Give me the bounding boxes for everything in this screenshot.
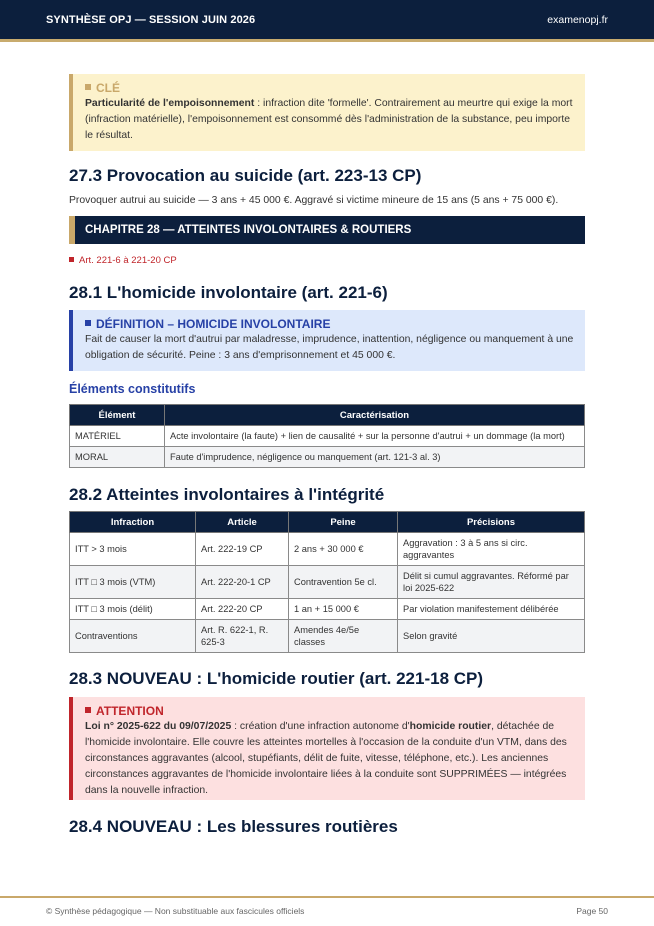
- callout-label-text: CLÉ: [96, 81, 120, 95]
- table-cell: Contraventions: [70, 620, 196, 653]
- table-cell: Art. 222-20 CP: [196, 599, 289, 620]
- table-cell: Contravention 5e cl.: [289, 566, 398, 599]
- atteintes-table: [69, 511, 585, 653]
- table-header-cell: Caractérisation: [165, 405, 585, 426]
- header-site: examenopj.fr: [547, 13, 608, 26]
- definition-label-text: DÉFINITION – HOMICIDE INVOLONTAIRE: [96, 317, 331, 331]
- attention-text-a: : création d'une infraction autonome d': [231, 721, 410, 732]
- definition-label: [85, 317, 575, 332]
- callout-label: [85, 81, 575, 96]
- section-heading-28-4: 28.4 NOUVEAU : Les blessures routières: [69, 817, 398, 836]
- table-row: [70, 566, 585, 599]
- attention-bold-mid: homicide routier: [409, 721, 492, 732]
- attention-text-b: , détachée de l'homicide involontaire. Elle couvre les atteintes mortelles à l'occasion de la conduite d'un VTM, dans des circonstances aggravantes (alcool, stupéfiants, délit de fuite, vitesse, téléphone, etc.). Les anciennes circonstances aggravantes de l'homicide involontaire liées à la conduite sont SUPPRIMÉES — intégrées dans la nouvelle infraction.: [85, 721, 567, 796]
- callout-bold-lead: Particularité de l'empoisonnement: [85, 98, 255, 109]
- table-cell: Faute d'imprudence, négligence ou manquement (art. 121-3 al. 3): [165, 447, 585, 468]
- chapter-banner: CHAPITRE 28 — ATTEINTES INVOLONTAIRES & ROUTIERS: [69, 216, 585, 244]
- page-number: Page 50: [576, 906, 608, 916]
- table-cell: Délit si cumul aggravantes. Réformé par loi 2025-622: [398, 566, 585, 599]
- header-title: SYNTHÈSE OPJ — SESSION JUIN 2026: [46, 13, 256, 26]
- table-cell: 1 an + 15 000 €: [289, 599, 398, 620]
- section-heading-28-3: 28.3 NOUVEAU : L'homicide routier (art. 221-18 CP): [69, 669, 484, 688]
- table-cell: Aggravation : 3 à 5 ans si circ. aggravantes: [398, 533, 585, 566]
- footer-disclaimer: © Synthèse pédagogique — Non substituable aux fascicules officiels: [46, 906, 305, 916]
- definition-callout: [69, 310, 585, 371]
- table-row: [70, 426, 585, 447]
- table-cell: ITT □ 3 mois (VTM): [70, 566, 196, 599]
- chapter-article-ref-text: Art. 221-6 à 221-20 CP: [79, 255, 177, 266]
- table-header-cell: Élément: [70, 405, 165, 426]
- section-heading-28-2: 28.2 Atteintes involontaires à l'intégrité: [69, 485, 385, 504]
- page-header: [0, 0, 654, 42]
- callout-text: : infraction dite 'formelle'. Contrairement au meurtre qui exige la mort (infraction matérielle), l'empoisonnement est consommé dès l'administration de la substance, peu importe le résultat.: [85, 98, 573, 141]
- table-cell: MATÉRIEL: [70, 426, 165, 447]
- table-cell: Art. R. 622-1, R. 625-3: [196, 620, 289, 653]
- table-row: [70, 447, 585, 468]
- table-cell: Amendes 4e/5e classes: [289, 620, 398, 653]
- table-header-cell: Article: [196, 512, 289, 533]
- table-header-cell: Précisions: [398, 512, 585, 533]
- square-bullet-icon: [69, 257, 74, 262]
- attention-body: [85, 719, 575, 799]
- square-bullet-icon: [85, 707, 91, 713]
- subheading-elements-constitutifs: Éléments constitutifs: [69, 382, 196, 396]
- table-header-cell: Infraction: [70, 512, 196, 533]
- table-cell: Selon gravité: [398, 620, 585, 653]
- callout-body: [85, 96, 575, 144]
- table-cell: ITT > 3 mois: [70, 533, 196, 566]
- table-header-row: [70, 405, 585, 426]
- chapter-article-ref: [69, 255, 177, 266]
- table-header-row: [70, 512, 585, 533]
- definition-text: Fait de causer la mort d'autrui par maladresse, imprudence, inattention, négligence ou manquement à une obligation de sécurité. Peine : 3 ans d'emprisonnement et 45 000 €.: [85, 334, 574, 361]
- square-bullet-icon: [85, 320, 91, 326]
- key-callout: [69, 74, 585, 151]
- section-27-3-text: Provoquer autrui au suicide — 3 ans + 45 000 €. Aggravé si victime mineure de 15 ans (5 ans + 75 000 €).: [69, 195, 559, 206]
- table-row: [70, 620, 585, 653]
- page-footer: [0, 896, 654, 926]
- elements-table: [69, 404, 585, 468]
- table-cell: ITT □ 3 mois (délit): [70, 599, 196, 620]
- table-cell: Par violation manifestement délibérée: [398, 599, 585, 620]
- attention-bold-lead: Loi n° 2025-622 du 09/07/2025: [85, 721, 232, 732]
- attention-label-text: ATTENTION: [96, 704, 164, 718]
- section-heading-27-3: 27.3 Provocation au suicide (art. 223-13 CP): [69, 166, 422, 185]
- table-cell: Art. 222-20-1 CP: [196, 566, 289, 599]
- attention-callout: [69, 697, 585, 800]
- attention-label: [85, 704, 575, 719]
- table-row: [70, 599, 585, 620]
- table-row: [70, 533, 585, 566]
- table-cell: MORAL: [70, 447, 165, 468]
- section-heading-28-1: 28.1 L'homicide involontaire (art. 221-6): [69, 283, 388, 302]
- square-bullet-icon: [85, 84, 91, 90]
- table-header-cell: Peine: [289, 512, 398, 533]
- table-cell: 2 ans + 30 000 €: [289, 533, 398, 566]
- table-cell: Acte involontaire (la faute) + lien de causalité + sur la personne d'autrui + un dommage (la mort): [165, 426, 585, 447]
- table-cell: Art. 222-19 CP: [196, 533, 289, 566]
